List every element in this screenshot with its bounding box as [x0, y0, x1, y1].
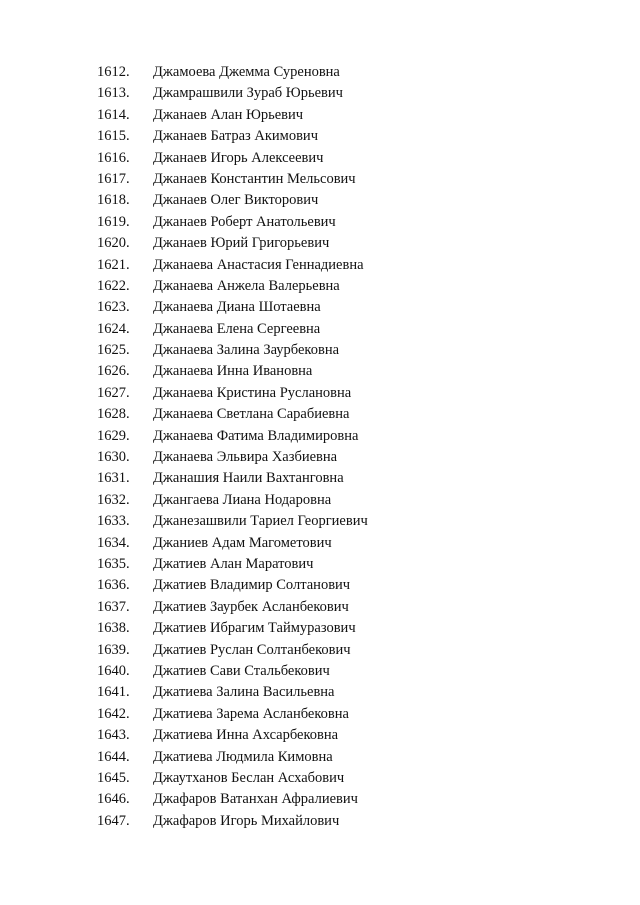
entry-number: 1630. [97, 449, 130, 466]
list-item [0, 811, 640, 832]
list-item [0, 789, 640, 810]
list-item [0, 319, 640, 340]
entry-number: 1639. [97, 641, 130, 658]
entry-name: Джатиева Залина Васильевна [153, 684, 335, 701]
list-item [0, 255, 640, 276]
entry-number: 1626. [97, 363, 130, 380]
entry-name: Джанаева Залина Заурбековна [153, 342, 340, 359]
list-item [0, 768, 640, 789]
list-item [0, 747, 640, 768]
entry-number: 1637. [97, 598, 130, 615]
list-item [0, 511, 640, 532]
entry-name: Джатиев Руслан Солтанбекович [153, 641, 351, 658]
entry-number: 1644. [97, 748, 130, 765]
entry-number: 1614. [97, 106, 130, 123]
entry-number: 1635. [97, 555, 130, 572]
list-item [0, 212, 640, 233]
entry-number: 1645. [97, 769, 130, 786]
list-item [0, 682, 640, 703]
list-item [0, 575, 640, 596]
list-item [0, 554, 640, 575]
entry-name: Джатиев Алан Маратович [153, 555, 314, 572]
entry-number: 1643. [97, 727, 130, 744]
entry-number: 1627. [97, 384, 130, 401]
entry-name: Джанаева Инна Ивановна [153, 363, 313, 380]
list-item [0, 490, 640, 511]
entry-number: 1632. [97, 491, 130, 508]
entry-number: 1628. [97, 406, 130, 423]
list-item [0, 190, 640, 211]
entry-name: Джатиев Сави Стальбекович [153, 662, 330, 679]
list-item [0, 404, 640, 425]
name-list [0, 62, 640, 832]
entry-name: Джанаева Кристина Руслановна [153, 384, 352, 401]
list-item [0, 126, 640, 147]
entry-number: 1618. [97, 192, 130, 209]
list-item [0, 297, 640, 318]
list-item [0, 148, 640, 169]
entry-name: Джатиева Людмила Кимовна [153, 748, 333, 765]
list-item [0, 468, 640, 489]
list-item [0, 361, 640, 382]
entry-name: Джамрашвили Зураб Юрьевич [153, 85, 343, 102]
list-item [0, 62, 640, 83]
entry-name: Джанаева Светлана Сарабиевна [153, 406, 350, 423]
entry-number: 1622. [97, 277, 130, 294]
entry-number: 1629. [97, 427, 130, 444]
list-item [0, 704, 640, 725]
entry-name: Джангаева Лиана Нодаровна [153, 491, 332, 508]
entry-name: Джанаев Юрий Григорьевич [153, 235, 330, 252]
entry-number: 1638. [97, 620, 130, 637]
list-item [0, 597, 640, 618]
entry-number: 1623. [97, 299, 130, 316]
entry-number: 1642. [97, 705, 130, 722]
list-item [0, 276, 640, 297]
entry-name: Джанаева Эльвира Хазбиевна [153, 449, 338, 466]
list-item [0, 169, 640, 190]
entry-number: 1621. [97, 256, 130, 273]
list-item [0, 105, 640, 126]
entry-name: Джамоева Джемма Суреновна [153, 64, 340, 80]
entry-number: 1615. [97, 128, 130, 145]
entry-name: Джатиев Владимир Солтанович [153, 577, 351, 594]
entry-number: 1617. [97, 170, 130, 187]
entry-name: Джанаев Алан Юрьевич [153, 106, 304, 123]
entry-name: Джатиев Заурбек Асланбекович [153, 598, 349, 615]
list-item [0, 447, 640, 468]
entry-name: Джанашия Наили Вахтанговна [153, 470, 344, 487]
entry-number: 1633. [97, 513, 130, 530]
entry-number: 1631. [97, 470, 130, 487]
entry-number: 1646. [97, 791, 130, 808]
entry-number: 1647. [97, 812, 130, 829]
entry-number: 1636. [97, 577, 130, 594]
entry-number: 1619. [97, 213, 130, 230]
list-item [0, 661, 640, 682]
entry-number: 1641. [97, 684, 130, 701]
list-item [0, 383, 640, 404]
entry-name: Джанаев Батраз Акимович [153, 128, 318, 145]
entry-name: Джанаева Анжела Валерьевна [153, 277, 340, 294]
entry-name: Джафаров Игорь Михайлович [153, 812, 340, 829]
list-item [0, 640, 640, 661]
entry-number: 1616. [97, 149, 130, 166]
entry-name: Джанаева Елена Сергеевна [153, 320, 321, 337]
list-item [0, 83, 640, 104]
entry-name: Джанаев Константин Мельсович [153, 170, 356, 187]
list-item [0, 426, 640, 447]
entry-name: Джанаева Анастасия Геннадиевна [153, 256, 364, 273]
entry-number: 1625. [97, 342, 130, 359]
entry-name: Джанаев Олег Викторович [153, 192, 319, 209]
entry-name: Джатиева Зарема Асланбековна [153, 705, 349, 722]
entry-number: 1640. [97, 662, 130, 679]
entry-name: Джатиев Ибрагим Таймуразович [153, 620, 356, 637]
entry-name: Джаниев Адам Магометович [153, 534, 332, 551]
entry-name: Джаутханов Беслан Асхабович [153, 769, 345, 786]
entry-name: Джанаева Фатима Владимировна [153, 427, 359, 444]
entry-number: 1634. [97, 534, 130, 551]
list-item [0, 233, 640, 254]
entry-number: 1612. [97, 64, 130, 80]
entry-number: 1624. [97, 320, 130, 337]
entry-name: Джанезашвили Тариел Георгиевич [153, 513, 368, 530]
list-item [0, 725, 640, 746]
entry-number: 1613. [97, 85, 130, 102]
entry-name: Джанаев Игорь Алексеевич [153, 149, 324, 166]
entry-name: Джатиева Инна Ахсарбековна [153, 727, 339, 744]
entry-name: Джанаева Диана Шотаевна [153, 299, 321, 316]
list-item [0, 533, 640, 554]
entry-name: Джанаев Роберт Анатольевич [153, 213, 336, 230]
entry-number: 1620. [97, 235, 130, 252]
list-item [0, 340, 640, 361]
entry-name: Джафаров Ватанхан Афралиевич [153, 791, 358, 808]
list-item [0, 618, 640, 639]
